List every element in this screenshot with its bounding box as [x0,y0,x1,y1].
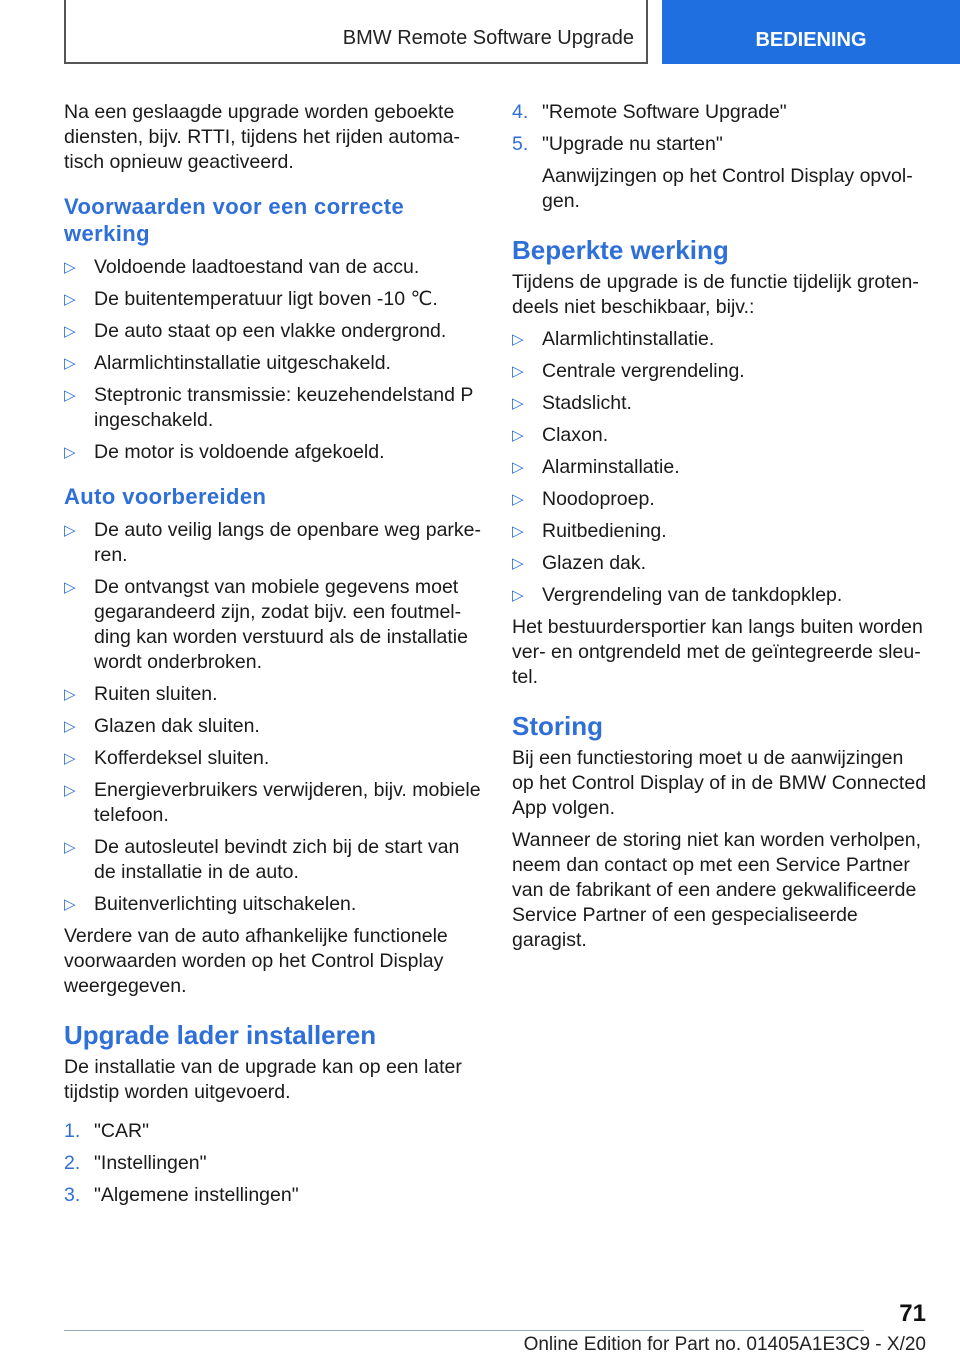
header-section-title [64,0,648,64]
list-item: ▷ Kofferdeksel sluiten. [64,747,270,769]
step-number: 5. [512,133,529,155]
triangle-bullet-icon: ▷ [64,259,76,276]
list-item: ▷ Glazen dak sluiten. [64,715,260,737]
list-item: ▷ Voldoende laadtoestand van de accu. [64,256,420,278]
triangle-bullet-icon: ▷ [64,355,76,372]
triangle-bullet-icon: ▷ [64,444,76,461]
step-number: 1. [64,1120,81,1142]
voorbereiden-list [64,518,482,917]
section-title: BMW Remote Software Upgrade [342,27,634,49]
list-item: ▷ Claxon. [512,424,609,446]
triangle-bullet-icon: ▷ [64,291,76,308]
chapter-title: BEDIENING [755,29,867,51]
list-item: ▷ Energieverbruikers verwijderen, bijv. mobiele telefoon. [64,779,481,826]
triangle-bullet-icon: ▷ [512,331,524,348]
beperkt-list [512,327,930,608]
heading-installeren: Upgrade lader installeren [64,1020,377,1050]
heading-voorbereiden: Auto voorbereiden [64,484,267,509]
list-item: ▷ Vergrendeling van de tankdopklep. [512,584,843,606]
step-number: 4. [512,101,529,123]
heading-beperkt: Beperkte werking [512,235,729,265]
step-item: 2. "Instellingen" [64,1152,207,1174]
right-column [512,100,930,960]
triangle-bullet-icon: ▷ [64,522,76,539]
list-item: ▷ Centrale vergrendeling. [512,360,745,382]
list-item: ▷ Stadslicht. [512,392,632,414]
step-subtext: Aanwijzingen op het Control Display opvolgen. [542,165,913,212]
triangle-bullet-icon: ▷ [64,686,76,703]
heading-voorwaarden: Voorwaarden voor een correcte werking [64,194,405,246]
triangle-bullet-icon: ▷ [512,363,524,380]
triangle-bullet-icon: ▷ [64,323,76,340]
step-number: 2. [64,1152,81,1174]
triangle-bullet-icon: ▷ [512,587,524,604]
voorwaarden-list [64,255,482,465]
triangle-bullet-icon: ▷ [64,839,76,856]
triangle-bullet-icon: ▷ [64,718,76,735]
step-item: 1. "CAR" [64,1120,150,1142]
footer-edition: Online Edition for Part no. 01405A1E3C9 - X/20 [523,1334,926,1355]
left-column [64,100,482,1215]
list-item: ▷ Noodoproep. [512,488,655,510]
step-number: 3. [64,1184,81,1206]
list-item: ▷ De motor is voldoende afgekoeld. [64,441,385,463]
intro-paragraph: Na een geslaagde upgrade worden geboekte diensten, bijv. RTTI, tijdens het rijden automatisch opnieuw geactiveerd. [64,101,460,173]
step-item: 5. "Upgrade nu starten" Aanwijzingen op het Control Display opvolgen. [512,132,930,214]
triangle-bullet-icon: ▷ [64,750,76,767]
triangle-bullet-icon: ▷ [64,782,76,799]
triangle-bullet-icon: ▷ [512,395,524,412]
list-item: ▷ Alarmlichtinstallatie. [512,328,715,350]
triangle-bullet-icon: ▷ [64,579,76,596]
installeren-steps [64,1119,482,1208]
header-chapter-tab [662,0,960,64]
step-item: 4. "Remote Software Upgrade" [512,101,787,123]
triangle-bullet-icon: ▷ [512,459,524,476]
triangle-bullet-icon: ▷ [512,523,524,540]
list-item: ▷ Ruiten sluiten. [64,683,218,705]
list-item: ▷ Glazen dak. [512,552,647,574]
installeren-text: De installatie van de upgrade kan op een later tijdstip worden uitgevoerd. [64,1056,462,1103]
triangle-bullet-icon: ▷ [512,491,524,508]
storing-text-2: Wanneer de storing niet kan worden verholpen, neem dan contact op met een Service Partner van de fabrikant of een andere gekwalificeerde Service Partner of een gespecialiseerde garagist. [512,829,922,951]
triangle-bullet-icon: ▷ [512,427,524,444]
list-item: ▷ Alarmlichtinstallatie uitgeschakeld. [64,352,391,374]
list-item: ▷ Buitenverlichting uitschakelen. [64,893,357,915]
triangle-bullet-icon: ▷ [512,555,524,572]
upgrade-steps-continued [512,100,930,214]
list-item: ▷ De auto staat op een vlakke ondergrond. [64,320,447,342]
step-item: 3. "Algemene instellingen" [64,1184,299,1206]
list-item: ▷ De buitentemperatuur ligt boven -10 ℃. [64,288,438,310]
storing-text-1: Bij een functiestoring moet u de aanwijzingen op het Control Display of in de BMW Connected App volgen. [512,747,927,819]
heading-storing: Storing [512,711,603,741]
footer-divider [64,1330,864,1331]
list-item: ▷ De autosleutel bevindt zich bij de start van de installatie in de auto. [64,836,460,883]
list-item: ▷ De ontvangst van mobiele gegevens moet gegarandeerd zijn, zodat bijv. een foutmelding kan worden verstuurd als de installatie wordt onderbroken. [64,576,468,673]
triangle-bullet-icon: ▷ [64,896,76,913]
list-item: ▷ Alarminstallatie. [512,456,680,478]
list-item: ▷ Steptronic transmissie: keuzehendelstand P ingeschakeld. [64,384,474,431]
list-item: ▷ Ruitbediening. [512,520,667,542]
page-number: 71 [899,1300,926,1327]
triangle-bullet-icon: ▷ [64,387,76,404]
voorbereiden-note: Verdere van de auto afhankelijke functionele voorwaarden worden op het Control Display weergegeven. [64,925,448,997]
beperkt-note: Het bestuurdersportier kan langs buiten worden ver- en ontgrendeld met de geïntegreerde sleutel. [512,616,923,688]
beperkt-text: Tijdens de upgrade is de functie tijdelijk grotendeels niet beschikbaar, bijv.: [512,271,919,318]
list-item: ▷ De auto veilig langs de openbare weg parkeren. [64,519,482,566]
